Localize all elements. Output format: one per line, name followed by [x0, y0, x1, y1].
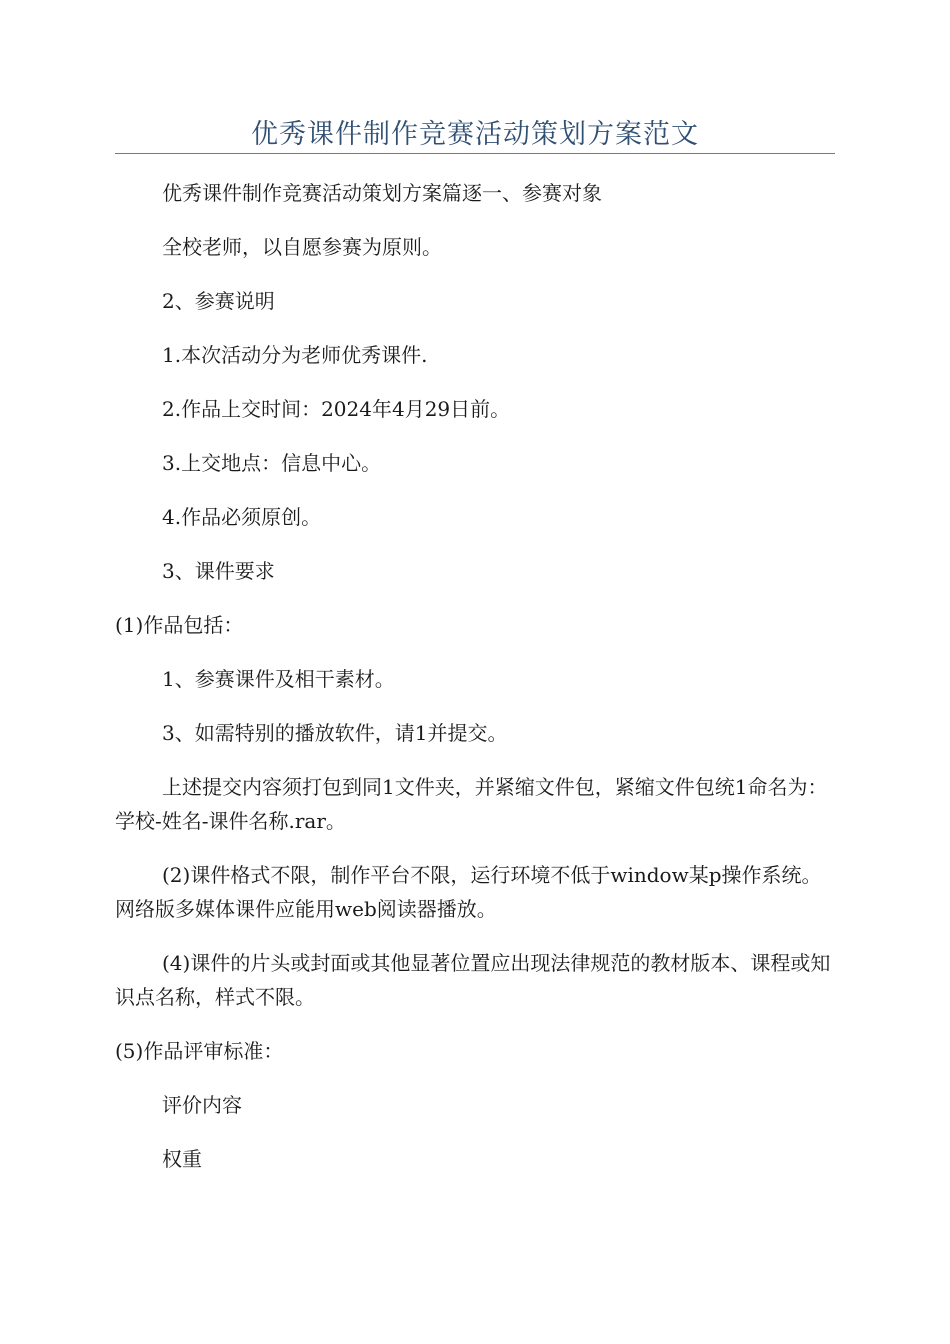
paragraph-15: (5)作品评审标准： — [115, 1039, 284, 1063]
paragraph-14: (4)课件的片头或封面或其他显著位置应出现法律规范的教材版本、课程或知识点名称，样式不限。 — [115, 951, 831, 1009]
paragraph-8: 3、课件要求 — [162, 559, 275, 583]
paragraph-17: 权重 — [162, 1147, 202, 1171]
paragraph-3: 2、参赛说明 — [162, 289, 275, 313]
title-underline — [115, 153, 835, 154]
paragraph-6: 3.上交地点：信息中心。 — [162, 451, 382, 475]
paragraph-16: 评价内容 — [162, 1093, 242, 1117]
document-title: 优秀课件制作竞赛活动策划方案范文 — [251, 119, 699, 150]
paragraph-1: 优秀课件制作竞赛活动策划方案篇逐一、参赛对象 — [162, 181, 602, 205]
paragraph-5: 2.作品上交时间：2024年4月29日前。 — [162, 397, 511, 421]
paragraph-4: 1.本次活动分为老师优秀课件. — [162, 343, 428, 367]
paragraph-11: 3、如需特别的播放软件，请1并提交。 — [162, 721, 508, 745]
document-body — [115, 176, 835, 1196]
paragraph-7: 4.作品必须原创。 — [162, 505, 322, 529]
paragraph-9: (1)作品包括： — [115, 613, 244, 637]
paragraph-2: 全校老师，以自愿参赛为原则。 — [162, 235, 442, 259]
paragraph-13: (2)课件格式不限，制作平台不限，运行环境不低于window某p操作系统。网络版多媒体课件应能用web阅读器播放。 — [115, 863, 822, 921]
paragraph-10: 1、参赛课件及相干素材。 — [162, 667, 395, 691]
paragraph-12: 上述提交内容须打包到同1文件夹，并紧缩文件包，紧缩文件包统1命名为：学校-姓名-课件名称.rar。 — [115, 775, 828, 833]
